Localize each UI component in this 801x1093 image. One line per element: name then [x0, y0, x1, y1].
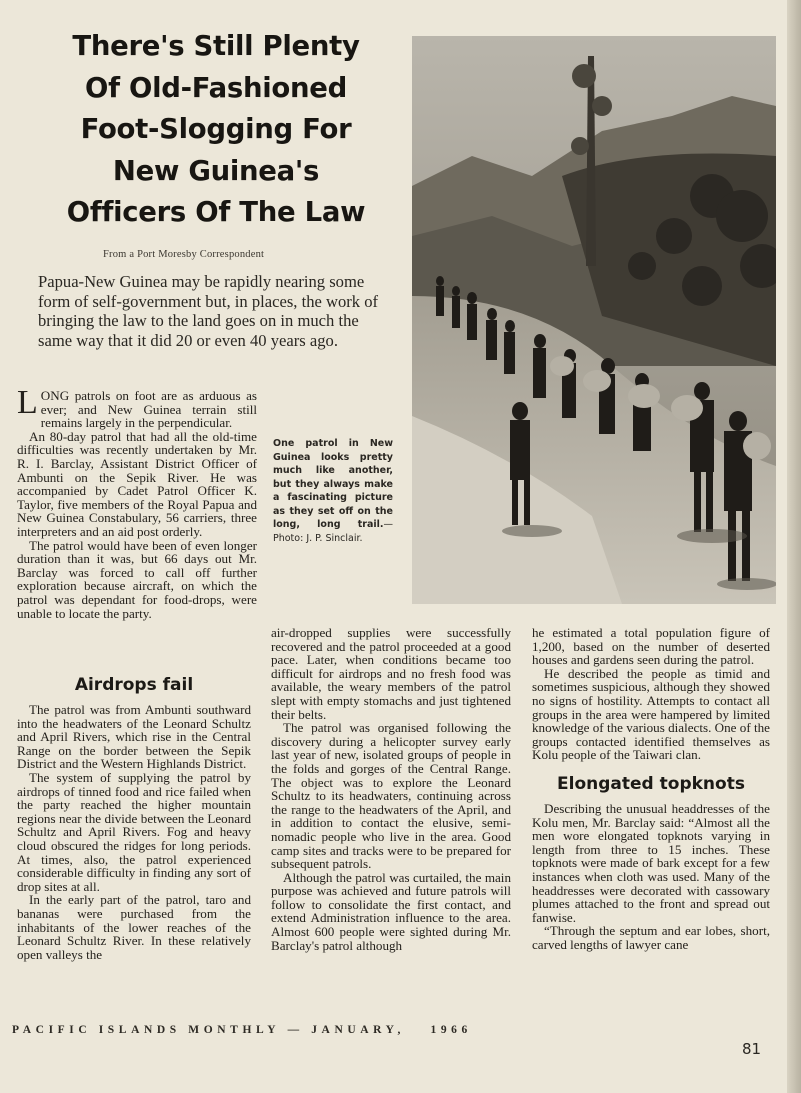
headline-line: Foot-Slogging For — [80, 113, 352, 145]
caption-text: One patrol in New Guinea looks pretty much like another, but they always make a fascinating picture as they set off on the long, long trail. — [273, 438, 393, 530]
article-paragraph: “Through the septum and ear lobes, short, carved lengths of lawyer cane — [532, 923, 770, 952]
subhead-elongated-topknots: Elongated topknots — [557, 773, 745, 794]
article-paragraph: He described the people as timid and sometimes suspicious, although they showed no signs of hostility. Attempts to contact all groups in the area were hampered by limited knowledge of the various dialects. One of the groups contacted identified themselves as Kolu people of the Taiwari clan. — [532, 665, 770, 763]
headline-line: New Guinea's — [112, 154, 320, 187]
article-paragraph: he estimated a total population figure of 1,200, based on the number of deserted houses and gardens seen during the patrol. — [532, 625, 770, 668]
article-paragraph: The patrol would have been of even longer duration than it was, but 66 days out Mr. Barclay was forced to call off further exploration because aircraft, on which the patrol was dependant for food-drops, were unable to locate the party. — [17, 537, 257, 621]
footer-separator: — — [287, 1024, 304, 1036]
byline: From a Port Moresby Correspondent — [103, 249, 265, 260]
photo-credit: —Photo: J. P. Sinclair. — [273, 519, 393, 544]
article-paragraph: The patrol was organised following the discovery during a helicopter survey early last year of new, isolated groups of people in the folds and gorges of the Central Range. The object was to explore the Leonard Schultz to its headwaters, continuing across the range to the headwaters of the April, and in addition to contact the elusive, semi-nomadic people who live in the area. Good camp sites and tracks were to be prepared for subsequent patrols. — [271, 720, 511, 872]
subhead-airdrops-fail: Airdrops fail — [74, 675, 194, 695]
article-column-1-bottom — [17, 675, 251, 962]
article-paragraph: Although the patrol was curtailed, the main purpose was achieved and future patrols will follow to consolidate the first contact, and extend Administration influence to the area. Almost 600 people were sighted during Mr. Barclay's patrol although — [271, 869, 511, 953]
article-paragraph: Describing the unusual headdresses of the Kolu men, Mr. Barclay said: “Almost all the men wore elongated topknots varying in length from three to 15 inches. These topknots were made of bark except for a few instances when cloth was used. Many of the headdresses were decorated with cassowary plumes attached to the front and spread out fanwise. — [532, 800, 770, 925]
article-paragraph: An 80-day patrol that had all the old-time difficulties was recently undertaken by Mr. R. I. Barclay, Assistant District Officer of Ambunti on the Sepik River. He was accompanied by Cadet Patrol Officer K. Taylor, five members of the Royal Papua and New Guinea Constabulary, 56 carriers, three interpreters and an aid post orderly. — [17, 428, 257, 539]
drop-cap: L — [17, 384, 38, 421]
intro-paragraph: Papua-New Guinea may be rapidly nearing some form of self-government but, in places, the work of bringing the law to the land goes on in much the same way that it did 20 or even 40 years ago. — [38, 272, 379, 350]
headline — [36, 26, 396, 234]
page-number: 81 — [742, 1040, 762, 1058]
footer-year: 1966 — [430, 1024, 472, 1036]
article-column-1-top — [17, 384, 257, 621]
photo-caption — [273, 437, 393, 545]
article-paragraph: air-dropped supplies were successfully recovered and the patrol proceeded at a good pace. Later, when conditions became too difficult for airdrops and no fresh food was available, the weary members of the patrol slept with empty stomachs and just tightened their belts. — [271, 625, 511, 722]
footer-publication: PACIFIC ISLANDS MONTHLY — [12, 1024, 281, 1036]
running-footer — [12, 1024, 552, 1036]
patrol-photo-illustration — [412, 36, 776, 604]
headline-line: Of Old-Fashioned — [85, 71, 347, 104]
headline-line: There's Still Plenty — [72, 30, 360, 62]
article-paragraph: The system of supplying the patrol by airdrops of tinned food and rice failed when the party reached the higher mountain regions near the divide between the Leonard Schultz and April Rivers. Fog and heavy cloud obscured the ridges for long periods. At times, also, the patrol experienced considerable difficulty in finding any sort of drop sites at all. — [17, 769, 251, 894]
article-column-3 — [532, 626, 770, 951]
patrol-photograph — [412, 36, 776, 604]
paragraph-text: ONG patrols on foot are as arduous as ever; and New Guinea terrain still remains largely in the perpendicular. — [40, 388, 257, 431]
article-paragraph: In the early part of the patrol, taro and bananas were purchased from the inhabitants of the lower reaches of the Leonard Schultz River. In these relatively open valleys the — [17, 892, 251, 962]
footer-issue: JANUARY, — [311, 1024, 405, 1036]
article-paragraph — [17, 384, 257, 431]
article-paragraph: The patrol was from Ambunti southward into the headwaters of the Leonard Schultz and April Rivers, which rise in the Central Range on the border between the Sepik District and the Western Highlands District. — [17, 702, 251, 772]
article-column-2 — [271, 626, 511, 952]
headline-line: Officers Of The Law — [66, 196, 366, 228]
page-edge-shadow — [787, 0, 801, 1093]
